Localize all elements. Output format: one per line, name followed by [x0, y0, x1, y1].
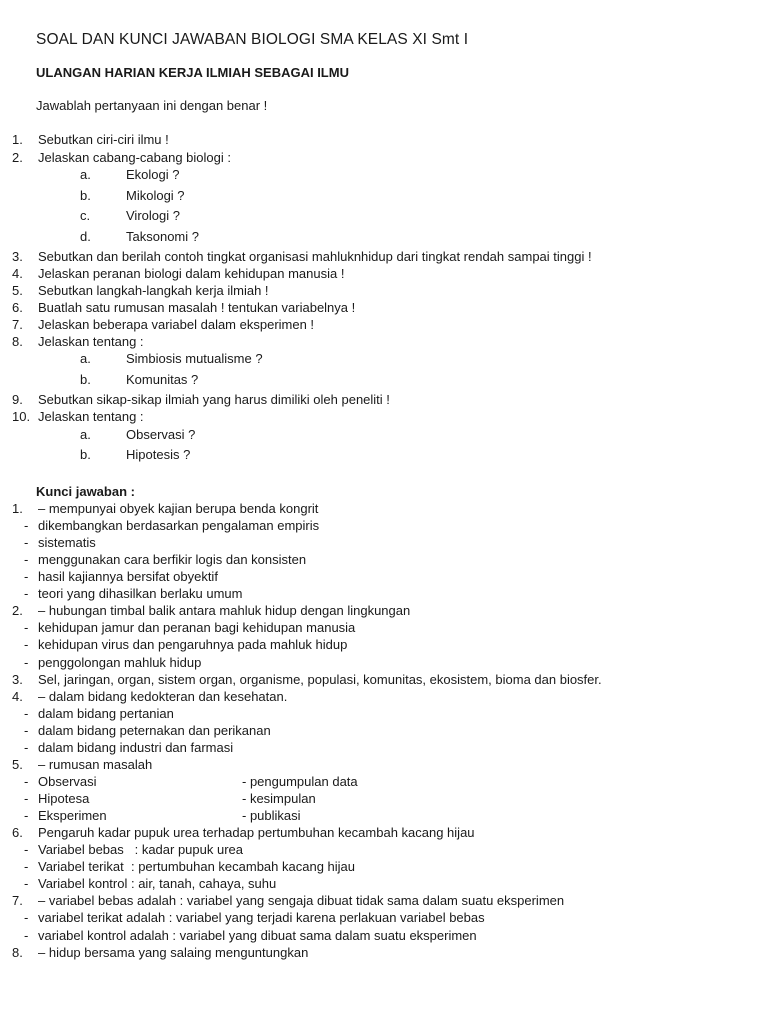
- answer-number: 8.: [12, 945, 23, 960]
- answer-number: 7.: [12, 893, 23, 908]
- answer-item: dalam bidang peternakan dan perikanan: [38, 723, 271, 738]
- answer-item: variabel kontrol adalah : variabel yang dibuat sama dalam suatu eksperimen: [38, 928, 477, 943]
- answer-item: teori yang dihasilkan berlaku umum: [38, 586, 243, 601]
- question-text: Jelaskan peranan biologi dalam kehidupan manusia !: [38, 266, 345, 281]
- question-text: Jelaskan cabang-cabang biologi :: [38, 150, 231, 165]
- sub-text: Hipotesis ?: [126, 447, 191, 462]
- answer-item: dalam bidang pertanian: [38, 706, 174, 721]
- question-text: Jelaskan beberapa variabel dalam eksperimen !: [38, 317, 315, 332]
- answer-text: – variabel bebas adalah : variabel yang sengaja dibuat tidak sama dalam suatu eksperimen: [38, 893, 565, 908]
- bullet-dash: -: [24, 808, 29, 823]
- question-text: Sebutkan ciri-ciri ilmu !: [38, 132, 169, 147]
- bullet-dash: -: [24, 552, 29, 567]
- question-number: 2.: [12, 150, 23, 165]
- question-text: Buatlah satu rumusan masalah ! tentukan variabelnya !: [38, 300, 356, 315]
- answer-item: dalam bidang industri dan farmasi: [38, 740, 234, 755]
- answer-item: Variabel bebas : kadar pupuk urea: [38, 842, 244, 857]
- sub-text: Virologi ?: [126, 208, 180, 223]
- step-right: - publikasi: [242, 808, 301, 823]
- sub-letter: d.: [80, 229, 91, 244]
- answer-number: 1.: [12, 501, 23, 516]
- sub-text: Simbiosis mutualisme ?: [126, 351, 263, 366]
- answer-number: 3.: [12, 672, 23, 687]
- answer-text: Pengaruh kadar pupuk urea terhadap pertumbuhan kecambah kacang hijau: [38, 825, 475, 840]
- sub-letter: b.: [80, 447, 91, 462]
- bullet-dash: -: [24, 569, 29, 584]
- question-number: 7.: [12, 317, 23, 332]
- sub-letter: b.: [80, 188, 91, 203]
- bullet-dash: -: [24, 876, 29, 891]
- question-number: 10.: [12, 409, 31, 424]
- answer-item: penggolongan mahluk hidup: [38, 655, 202, 670]
- answer-text: – dalam bidang kedokteran dan kesehatan.: [38, 689, 288, 704]
- sub-text: Taksonomi ?: [126, 229, 199, 244]
- answer-item: kehidupan jamur dan peranan bagi kehidupan manusia: [38, 620, 356, 635]
- answer-item: menggunakan cara berfikir logis dan konsisten: [38, 552, 307, 567]
- bullet-dash: -: [24, 842, 29, 857]
- answer-number: 5.: [12, 757, 23, 772]
- sub-text: Mikologi ?: [126, 188, 185, 203]
- answer-text: – hidup bersama yang salaing menguntungkan: [38, 945, 309, 960]
- page-title: SOAL DAN KUNCI JAWABAN BIOLOGI SMA KELAS XI Smt I: [36, 31, 469, 48]
- step-left: Hipotesa: [38, 791, 90, 806]
- bullet-dash: -: [24, 928, 29, 943]
- page-subtitle: ULANGAN HARIAN KERJA ILMIAH SEBAGAI ILMU: [36, 65, 349, 80]
- bullet-dash: -: [24, 535, 29, 550]
- instruction-text: Jawablah pertanyaan ini dengan benar !: [36, 98, 268, 113]
- answer-text: – hubungan timbal balik antara mahluk hidup dengan lingkungan: [38, 603, 411, 618]
- bullet-dash: -: [24, 655, 29, 670]
- sub-letter: a.: [80, 427, 91, 442]
- answer-text: – rumusan masalah: [38, 757, 153, 772]
- answer-item: Variabel terikat : pertumbuhan kecambah kacang hijau: [38, 859, 356, 874]
- question-text: Sebutkan langkah-langkah kerja ilmiah !: [38, 283, 269, 298]
- question-text: Jelaskan tentang :: [38, 409, 144, 424]
- bullet-dash: -: [24, 723, 29, 738]
- bullet-dash: -: [24, 586, 29, 601]
- bullet-dash: -: [24, 791, 29, 806]
- answer-item: variabel terikat adalah : variabel yang terjadi karena perlakuan variabel bebas: [38, 910, 485, 925]
- answer-item: sistematis: [38, 535, 96, 550]
- step-right: - pengumpulan data: [242, 774, 358, 789]
- answers-heading: Kunci jawaban :: [36, 484, 135, 499]
- answer-number: 2.: [12, 603, 23, 618]
- sub-text: Komunitas ?: [126, 372, 199, 387]
- bullet-dash: -: [24, 637, 29, 652]
- bullet-dash: -: [24, 706, 29, 721]
- answer-number: 6.: [12, 825, 23, 840]
- answer-item: kehidupan virus dan pengaruhnya pada mahluk hidup: [38, 637, 348, 652]
- bullet-dash: -: [24, 620, 29, 635]
- bullet-dash: -: [24, 910, 29, 925]
- question-number: 3.: [12, 249, 23, 264]
- question-number: 8.: [12, 334, 23, 349]
- question-number: 5.: [12, 283, 23, 298]
- question-text: Jelaskan tentang :: [38, 334, 144, 349]
- answer-item: dikembangkan berdasarkan pengalaman empiris: [38, 518, 320, 533]
- bullet-dash: -: [24, 740, 29, 755]
- bullet-dash: -: [24, 518, 29, 533]
- step-left: Observasi: [38, 774, 97, 789]
- sub-text: Ekologi ?: [126, 167, 180, 182]
- answer-text: Sel, jaringan, organ, sistem organ, organisme, populasi, komunitas, ekosistem, bioma dan biosfer.: [38, 672, 602, 687]
- answer-text: – mempunyai obyek kajian berupa benda kongrit: [38, 501, 319, 516]
- answer-number: 4.: [12, 689, 23, 704]
- sub-letter: a.: [80, 167, 91, 182]
- step-left: Eksperimen: [38, 808, 107, 823]
- bullet-dash: -: [24, 859, 29, 874]
- question-number: 1.: [12, 132, 23, 147]
- sub-text: Observasi ?: [126, 427, 196, 442]
- answer-item: hasil kajiannya bersifat obyektif: [38, 569, 218, 584]
- answer-item: Variabel kontrol : air, tanah, cahaya, suhu: [38, 876, 277, 891]
- question-number: 6.: [12, 300, 23, 315]
- sub-letter: c.: [80, 208, 91, 223]
- question-number: 9.: [12, 392, 23, 407]
- question-text: Sebutkan dan berilah contoh tingkat organisasi mahluknhidup dari tingkat rendah sampai tinggi !: [38, 249, 592, 264]
- sub-letter: b.: [80, 372, 91, 387]
- sub-letter: a.: [80, 351, 91, 366]
- step-right: - kesimpulan: [242, 791, 316, 806]
- question-number: 4.: [12, 266, 23, 281]
- bullet-dash: -: [24, 774, 29, 789]
- question-text: Sebutkan sikap-sikap ilmiah yang harus dimiliki oleh peneliti !: [38, 392, 390, 407]
